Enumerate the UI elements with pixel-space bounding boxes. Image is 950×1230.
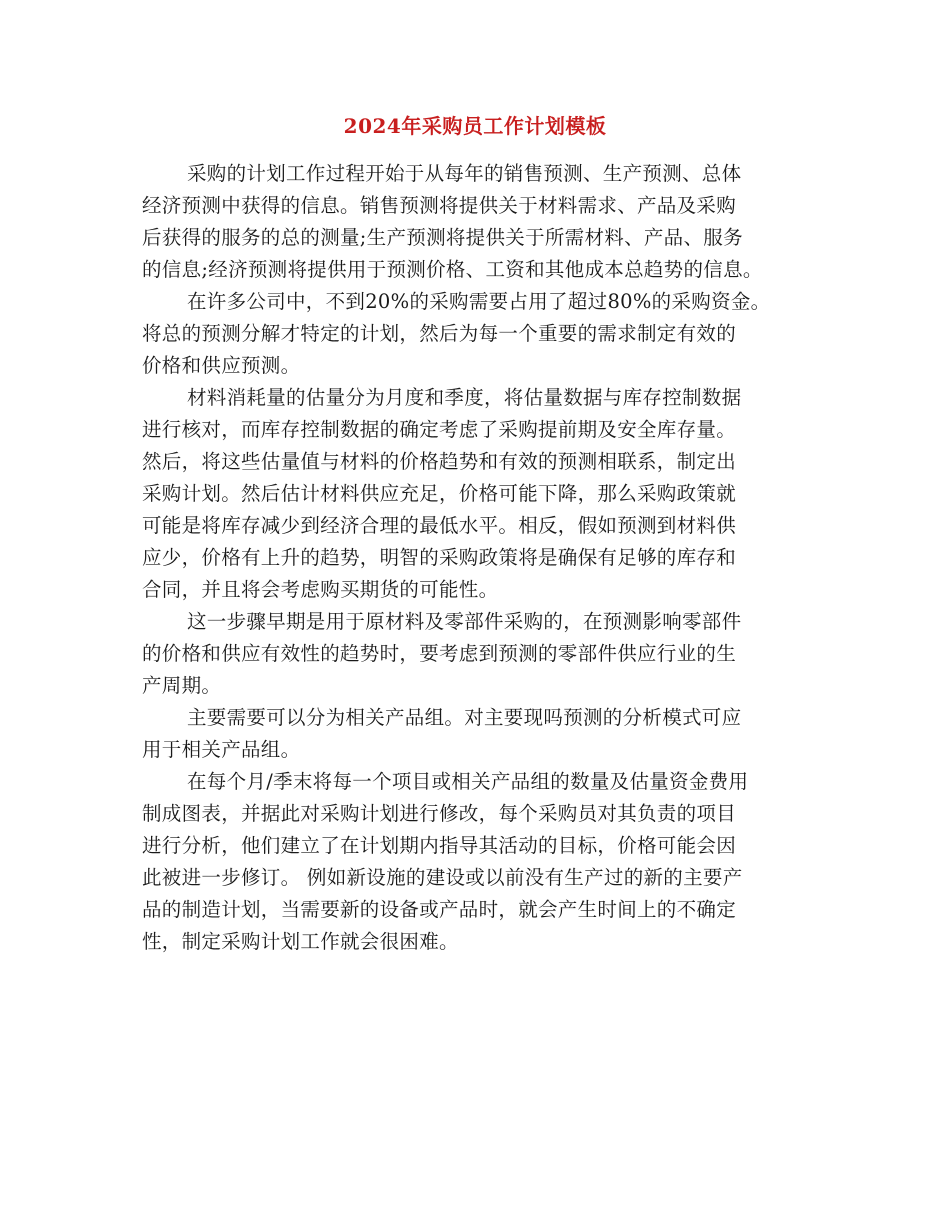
paragraph-line: 可能是将库存减少到经济合理的最低水平。相反，假如预测到材料供 [142,514,737,537]
paragraph-line: 材料消耗量的估量分为月度和季度，将估量数据与库存控制数据 [187,386,742,409]
paragraph [142,382,812,606]
paragraph-line: 在每个月/季末将每一个项目或相关产品组的数量及估量资金费用 [187,770,749,793]
paragraph-line: 产周期。 [142,674,222,697]
paragraph-line: 这一步骤早期是用于原材料及零部件采购的，在预测影响零部件 [187,610,742,633]
paragraph-line: 将总的预测分解才特定的计划，然后为每一个重要的需求制定有效的 [142,322,737,345]
paragraph [142,158,812,286]
paragraph [142,286,812,382]
paragraph-line: 合同，并且将会考虑购买期货的可能性。 [142,578,499,601]
paragraph-line: 然后，将这些估量值与材料的价格趋势和有效的预测相联系，制定出 [142,450,737,473]
paragraph-line: 采购计划。然后估计材料供应充足，价格可能下降，那么采购政策就 [142,482,737,505]
document-body [142,158,812,958]
paragraph-line: 经济预测中获得的信息。销售预测将提供关于材料需求、产品及采购 [142,194,737,217]
paragraph-line: 价格和供应预测。 [142,354,301,377]
paragraph-line: 此被进一步修订。 例如新设施的建设或以前没有生产过的新的主要产 [142,866,743,889]
paragraph-line: 在许多公司中，不到20%的采购需要占用了超过80%的采购资金。 [187,290,771,313]
paragraph-line: 品的制造计划，当需要新的设备或产品时，就会产生时间上的不确定 [142,898,737,921]
paragraph-line: 进行分析，他们建立了在计划期内指导其活动的目标，价格可能会因 [142,834,737,857]
paragraph-line: 采购的计划工作过程开始于从每年的销售预测、生产预测、总体 [187,162,742,185]
paragraph-line: 用于相关产品组。 [142,738,301,761]
paragraph [142,606,812,702]
paragraph [142,766,812,958]
paragraph-line: 性，制定采购计划工作就会很困难。 [142,930,459,953]
paragraph-line: 进行核对，而库存控制数据的确定考虑了采购提前期及安全库存量。 [142,418,737,441]
paragraph-line: 主要需要可以分为相关产品组。对主要现吗预测的分析模式可应 [187,706,742,729]
paragraph-line: 应少，价格有上升的趋势，明智的采购政策将是确保有足够的库存和 [142,546,737,569]
document-title: 2024年采购员工作计划模板 [343,114,607,138]
paragraph-line: 的价格和供应有效性的趋势时，要考虑到预测的零部件供应行业的生 [142,642,737,665]
paragraph-line: 制成图表，并据此对采购计划进行修改，每个采购员对其负责的项目 [142,802,737,825]
paragraph [142,702,812,766]
paragraph-line: 的信息;经济预测将提供用于预测价格、工资和其他成本总趋势的信息。 [142,258,763,281]
paragraph-line: 后获得的服务的总的测量;生产预测将提供关于所需材料、产品、服务 [142,226,743,249]
